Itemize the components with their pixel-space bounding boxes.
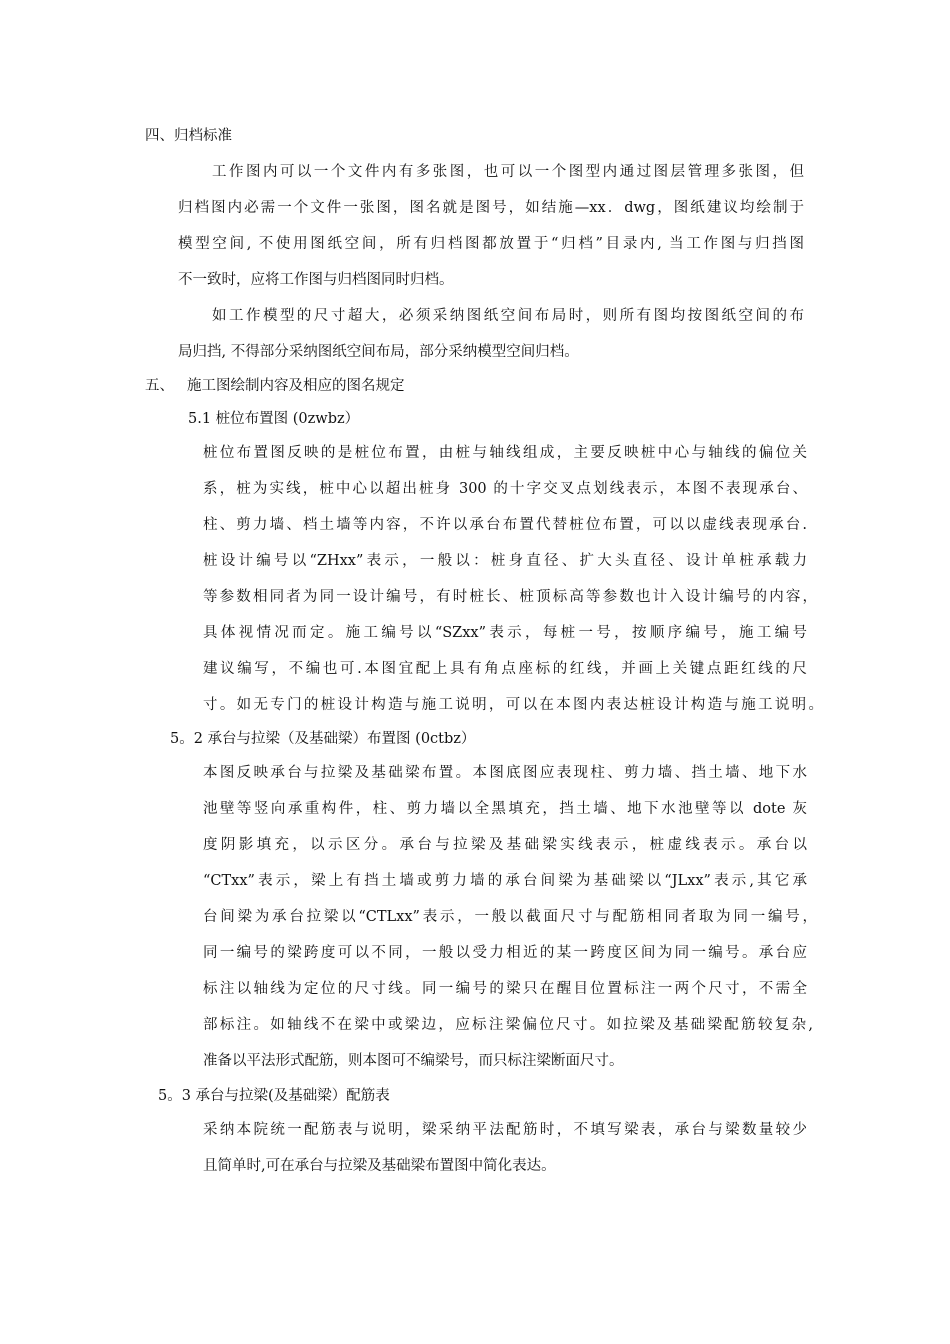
subsection-5-3-line: 采纳本院统一配筋表与说明，梁采纳平法配筋时，不填写梁表，承台与梁数量较少	[203, 1122, 807, 1138]
subsection-5-1-line: 具体视情况而定。施工编号以“SZxx”表示，每桩一号，按顺序编号，施工编号	[203, 625, 807, 641]
section-5-heading-text: 施工图绘制内容及相应的图名规定	[187, 378, 405, 394]
subsection-5-2-line: 本图反映承台与拉梁及基础梁布置。本图底图应表现柱、剪力墙、挡土墙、地下水	[203, 765, 807, 781]
subsection-5-1-line: 建议编写，不编也可.本图宜配上具有角点座标的红线，并画上关键点距红线的尺	[203, 661, 807, 677]
section-4-para1-line-3: 模型空间, 不使用图纸空间，所有归档图都放置于“归档”目录内, 当工作图与归挡图	[178, 236, 804, 252]
subsection-5-1-line: 柱、剪力墙、档土墙等内容，不许以承台布置代替桩位布置，可以以虚线表现承台.	[203, 517, 807, 533]
subsection-5-2-line: 度阴影填充，以示区分。承台与拉梁及基础梁实线表示，桩虚线表示。承台以	[203, 837, 807, 853]
section-4-para1-line-1: 工作图内可以一个文件内有多张图，也可以一个图型内通过图层管理多张图，但	[212, 164, 804, 180]
subsection-5-1-line: 寸。如无专门的桩设计构造与施工说明，可以在本图内表达桩设计构造与施工说明。	[203, 697, 823, 713]
subsection-5-1-title: 5.1 桩位布置图 (0zwbz）	[188, 411, 360, 427]
section-4-para2-line-1: 如工作模型的尺寸超大，必须采纳图纸空间布局时，则所有图均按图纸空间的布	[212, 308, 804, 324]
subsection-5-1-line: 等参数相同者为同一设计编号，有时桩长、桩顶标高等参数也计入设计编号的内容，	[203, 589, 817, 605]
subsection-5-3-line: 且简单时,可在承台与拉梁及基础梁布置图中简化表达。	[203, 1158, 556, 1174]
subsection-5-3-title: 5。3 承台与拉梁(及基础梁）配筋表	[158, 1088, 390, 1104]
subsection-5-1-line: 桩位布置图反映的是桩位布置，由桩与轴线组成，主要反映桩中心与轴线的偏位关	[203, 445, 807, 461]
subsection-5-2-line: 标注以轴线为定位的尺寸线。同一编号的梁只在醒目位置标注一两个尺寸，不需全	[203, 981, 807, 997]
subsection-5-2-line: 同一编号的梁跨度可以不同，一般以受力相近的某一跨度区间为同一编号。承台应	[203, 945, 807, 961]
subsection-5-2-line: “CTxx”表示，梁上有挡土墙或剪力墙的承台间梁为基础梁以“JLxx”表示,其它承	[203, 873, 807, 889]
section-4-para1-line-4: 不一致时，应将工作图与归档图同时归档。	[178, 272, 454, 288]
section-4-para1-line-2: 归档图内必需一个文件一张图，图名就是图号，如结施—xx．dwg，图纸建议均绘制于	[178, 200, 804, 216]
section-4-para2-line-2: 局归挡, 不得部分采纳图纸空间布局，部分采纳模型空间归档。	[178, 344, 579, 360]
subsection-5-2-line: 准备以平法形式配筋，则本图可不编梁号，而只标注梁断面尺寸。	[203, 1053, 624, 1069]
subsection-5-1-line: 系，桩为实线，桩中心以超出桩身 300 的十字交叉点划线表示，本图不表现承台、	[203, 481, 807, 497]
subsection-5-2-line: 池壁等竖向承重构件，柱、剪力墙以全黑填充，挡土墙、地下水池壁等以 dote 灰	[203, 801, 807, 817]
section-4-heading: 四、归档标准	[145, 128, 232, 144]
section-5-heading-number: 五、	[145, 378, 174, 394]
subsection-5-1-line: 桩设计编号以“ZHxx”表示，一般以：桩身直径、扩大头直径、设计单桩承载力	[203, 553, 807, 569]
subsection-5-2-line: 台间梁为承台拉梁以“CTLxx”表示，一般以截面尺寸与配筋相同者取为同一编号，	[203, 909, 817, 925]
subsection-5-2-title: 5。2 承台与拉梁（及基础梁）布置图 (0ctbz）	[170, 731, 476, 747]
subsection-5-2-line: 部标注。如轴线不在梁中或梁边，应标注梁偏位尺寸。如拉梁及基础梁配筋较复杂,	[203, 1017, 813, 1033]
